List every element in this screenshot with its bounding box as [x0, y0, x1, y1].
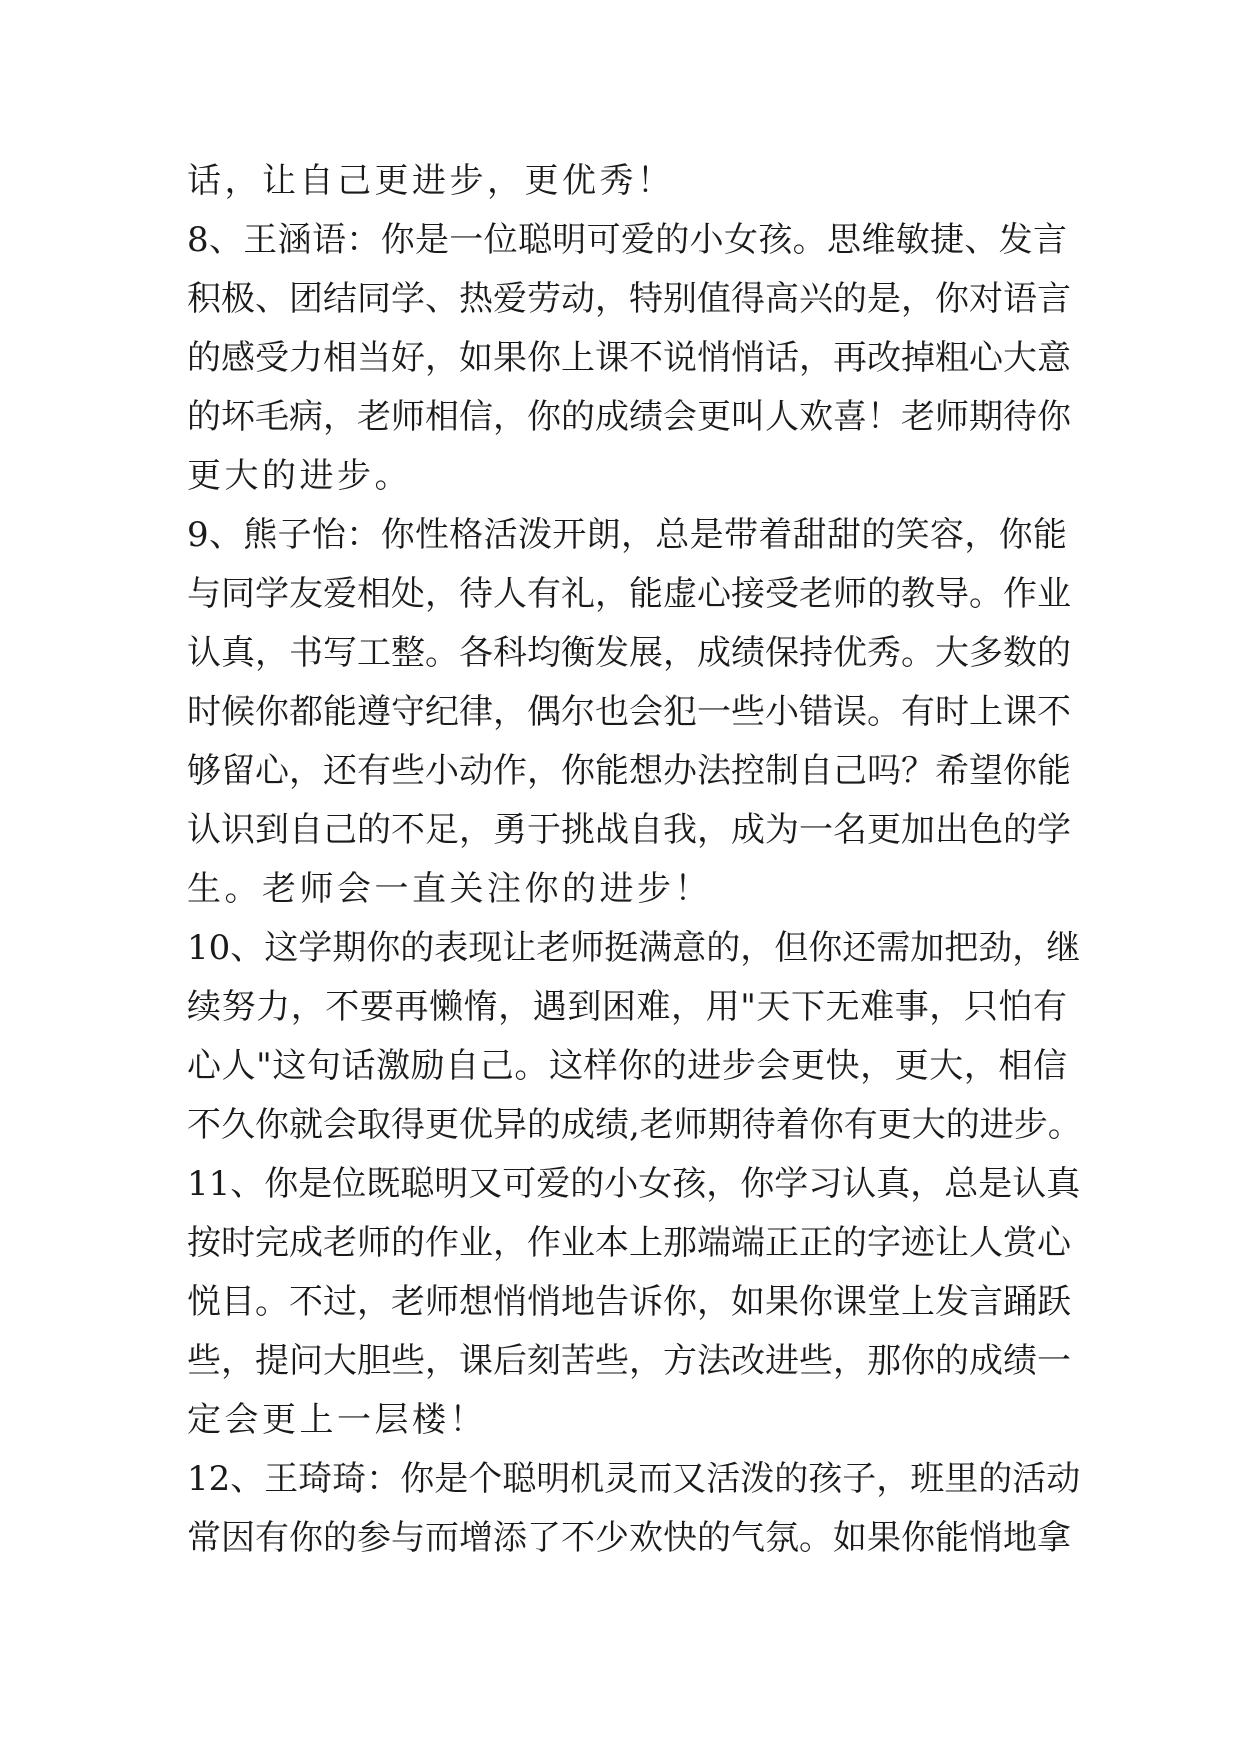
text-line: 生。老师会一直关注你的进步！	[187, 869, 712, 909]
text-line: 积极、团结同学、热爱劳动，特别值得高兴的是，你对语言	[187, 279, 1071, 319]
text-line: 11、你是位既聪明又可爱的小女孩，你学习认真，总是认真	[187, 1164, 1081, 1204]
text-line: 更大的进步。	[187, 456, 412, 496]
text-line: 够留心，还有些小动作，你能想办法控制自己吗？希望你能	[187, 751, 1071, 791]
text-line: 按时完成老师的作业，作业本上那端端正正的字迹让人赏心	[187, 1223, 1071, 1263]
text-line: 续努力，不要再懒惰，遇到困难，用"天下无难事，只怕有	[187, 987, 1067, 1027]
text-line: 常因有你的参与而增添了不少欢快的气氛。如果你能悄地拿	[187, 1518, 1071, 1558]
text-line: 悦目。不过，老师想悄悄地告诉你，如果你课堂上发言踊跃	[187, 1282, 1071, 1322]
text-line: 些，提问大胆些，课后刻苦些，方法改进些，那你的成绩一	[187, 1341, 1071, 1381]
text-line: 10、这学期你的表现让老师挺满意的，但你还需加把劲，继	[187, 928, 1081, 968]
text-line: 认识到自己的不足，勇于挑战自我，成为一名更加出色的学	[187, 810, 1071, 850]
text-line: 与同学友爱相处，待人有礼，能虚心接受老师的教导。作业	[187, 574, 1071, 614]
text-line: 定会更上一层楼！	[187, 1400, 487, 1440]
text-line: 心人"这句话激励自己。这样你的进步会更快，更大，相信	[187, 1046, 1067, 1086]
text-line: 不久你就会取得更优异的成绩,老师期待着你有更大的进步。	[187, 1105, 1082, 1145]
text-line: 话，让自己更进步，更优秀！	[187, 161, 675, 201]
document-body	[187, 152, 1082, 1568]
text-line: 12、王琦琦：你是个聪明机灵而又活泼的孩子，班里的活动	[187, 1459, 1081, 1499]
text-line: 认真，书写工整。各科均衡发展，成绩保持优秀。大多数的	[187, 633, 1071, 673]
text-line: 8、王涵语：你是一位聪明可爱的小女孩。思维敏捷、发言	[187, 220, 1067, 260]
text-line: 的感受力相当好，如果你上课不说悄悄话，再改掉粗心大意	[187, 338, 1071, 378]
text-line: 时候你都能遵守纪律，偶尔也会犯一些小错误。有时上课不	[187, 692, 1071, 732]
text-line: 9、熊子怡：你性格活泼开朗，总是带着甜甜的笑容，你能	[187, 515, 1067, 555]
text-line: 的坏毛病，老师相信，你的成绩会更叫人欢喜！老师期待你	[187, 397, 1071, 437]
